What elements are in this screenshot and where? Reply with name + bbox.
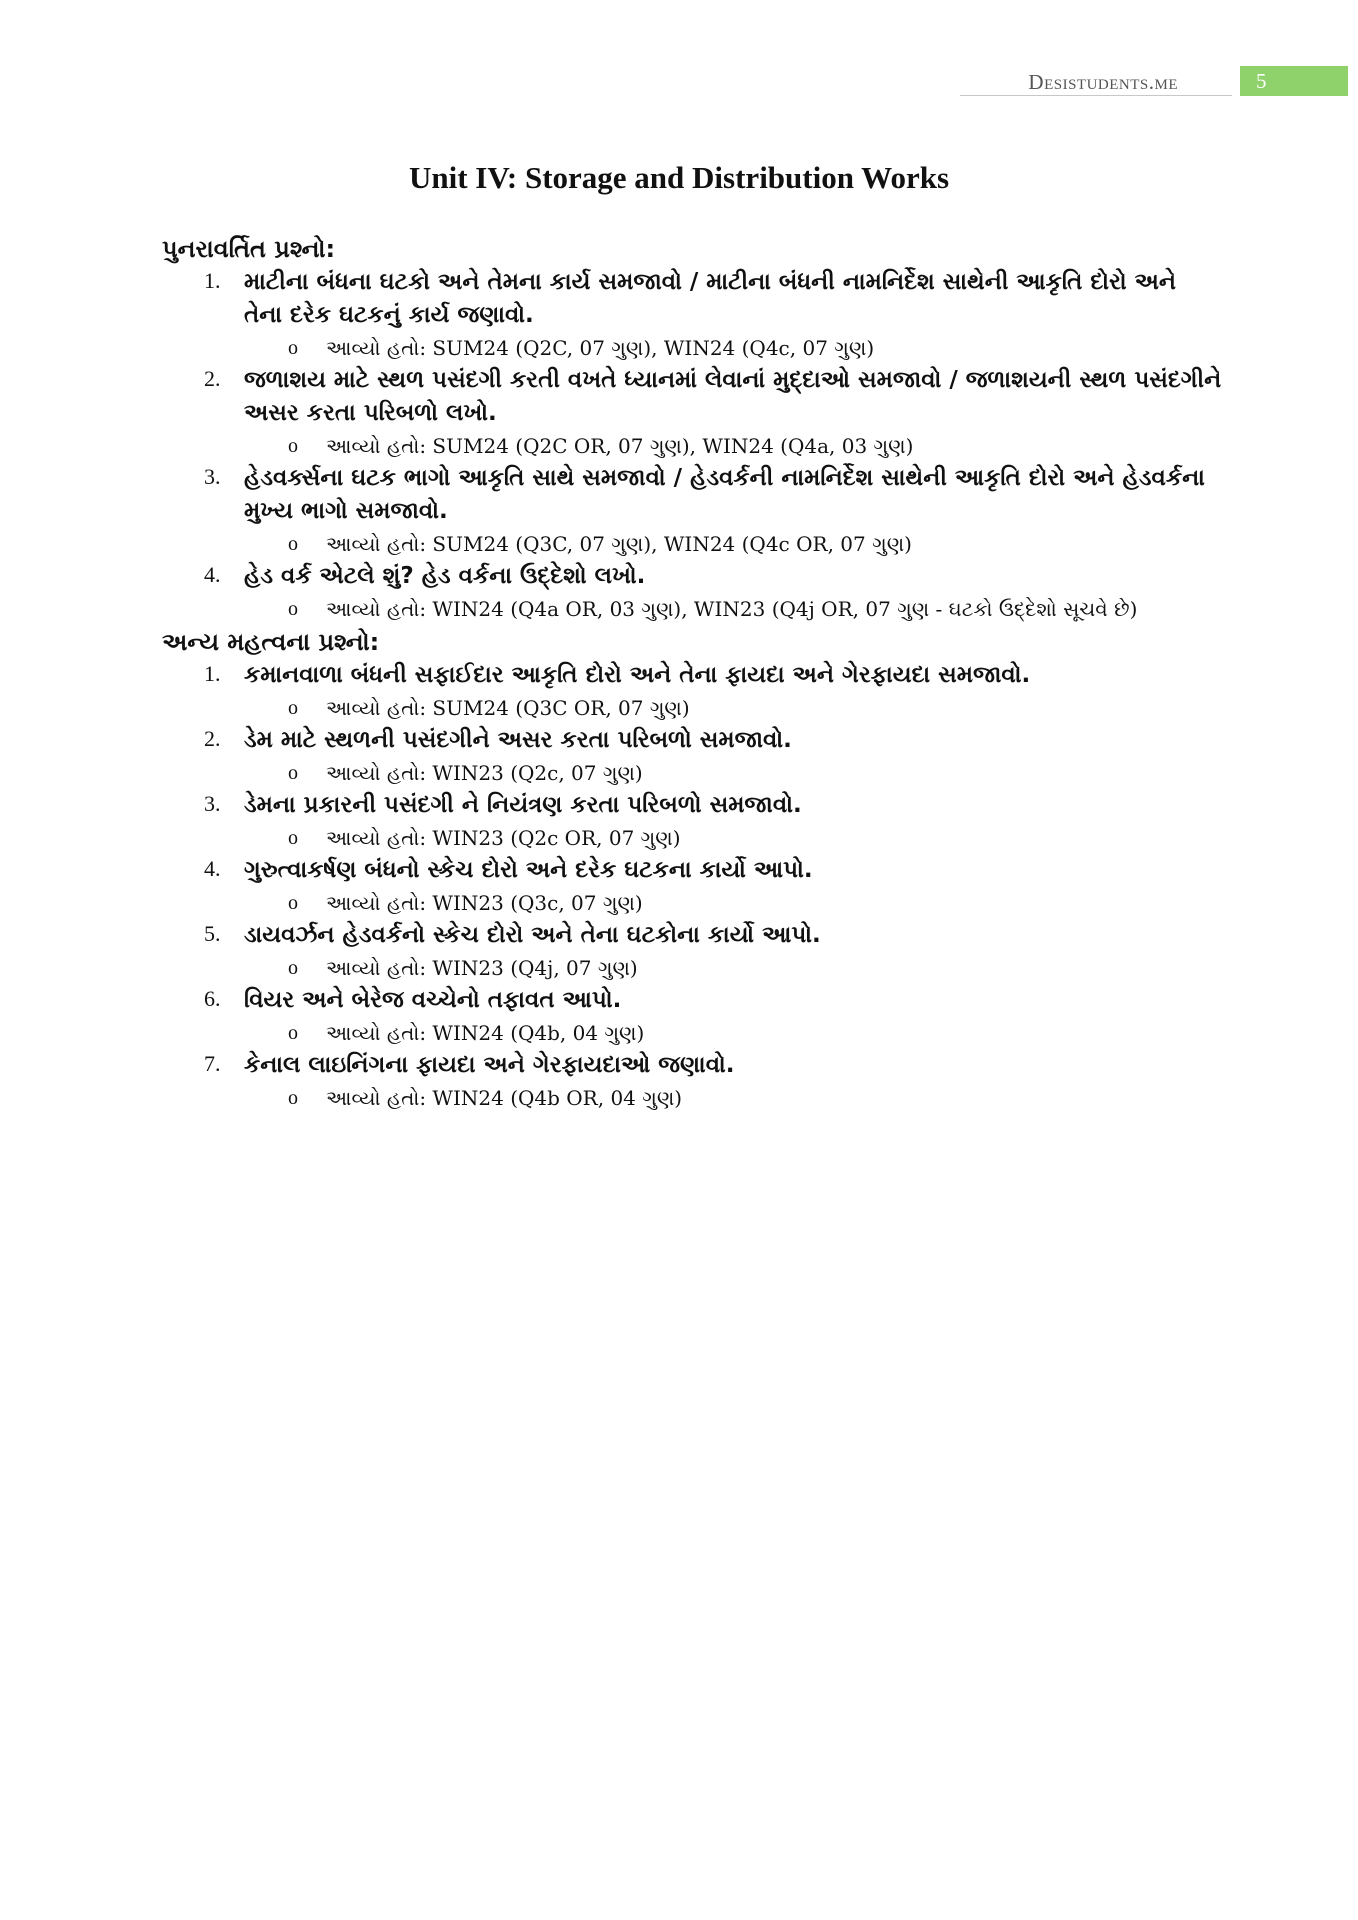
asked-in bbox=[244, 887, 1222, 919]
question-number: 3. bbox=[204, 791, 221, 816]
question-text: ડાયવર્ઝન હેડવર્કનો સ્કેચ દોરો અને તેના ઘટકોના કાર્યો આપો. bbox=[244, 922, 821, 948]
asked-in bbox=[244, 952, 1222, 984]
asked-text: આવ્યો હતો: WIN23 (Q4j, 07 ગુણ) bbox=[326, 956, 638, 980]
question-text: માટીના બંધના ઘટકો અને તેમના કાર્ય સમજાવો / માટીના બંધની નામનિર્દેશ સાથેની આકૃતિ દોરો અને તેના દરેક ઘટકનું કાર્ય જણાવો. bbox=[244, 269, 1177, 328]
page-header bbox=[960, 66, 1348, 96]
question-text: હેડ વર્ક એટલે શું? હેડ વર્કના ઉદ્દેશો લખો. bbox=[244, 563, 646, 589]
question-text: ડેમ માટે સ્થળની પસંદગીને અસર કરતા પરિબળો સમજાવો. bbox=[244, 727, 792, 753]
bullet-icon: o bbox=[288, 1022, 298, 1044]
list-item bbox=[162, 462, 1222, 560]
question-text: ડેમના પ્રકારની પસંદગી ને નિયંત્રણ કરતા પરિબળો સમજાવો. bbox=[244, 792, 802, 818]
section-heading-repeated: પુનરાવર્તિત પ્રશ્નો: bbox=[162, 235, 336, 263]
question-number: 4. bbox=[204, 856, 221, 881]
question-number: 1. bbox=[204, 661, 221, 686]
question-text: કમાનવાળા બંધની સફાઈદાર આકૃતિ દોરો અને તેના ફાયદા અને ગેરફાયદા સમજાવો. bbox=[244, 662, 1031, 688]
question-number: 3. bbox=[204, 464, 221, 489]
asked-text: આવ્યો હતો: WIN23 (Q2c OR, 07 ગુણ) bbox=[326, 826, 681, 850]
asked-text: આવ્યો હતો: WIN24 (Q4b OR, 04 ગુણ) bbox=[326, 1086, 683, 1110]
site-name: Desistudents.me bbox=[1028, 70, 1178, 94]
question-text: વિયર અને બેરેજ વચ્ચેનો તફાવત આપો. bbox=[244, 987, 622, 1013]
page-number: 5 bbox=[1240, 66, 1348, 96]
bullet-icon: o bbox=[288, 957, 298, 979]
asked-in bbox=[244, 822, 1222, 854]
bullet-icon: o bbox=[288, 598, 298, 620]
bullet-icon: o bbox=[288, 1087, 298, 1109]
question-text: કેનાલ લાઇનિંગના ફાયદા અને ગેરફાયદાઓ જણાવો. bbox=[244, 1052, 735, 1078]
asked-in bbox=[244, 1017, 1222, 1049]
asked-in bbox=[244, 757, 1222, 789]
question-number: 4. bbox=[204, 562, 221, 587]
header-rule bbox=[960, 95, 1232, 96]
asked-in bbox=[244, 1082, 1222, 1114]
section-heading-other: અન્ય મહત્વના પ્રશ્નો: bbox=[162, 628, 380, 656]
asked-text: આવ્યો હતો: WIN24 (Q4a OR, 03 ગુણ), WIN23 (Q4j OR, 07 ગુણ - ઘટકો ઉદ્દેશો સૂચવે છે) bbox=[326, 597, 1138, 621]
asked-text: આવ્યો હતો: WIN23 (Q3c, 07 ગુણ) bbox=[326, 891, 643, 915]
question-text: જળાશય માટે સ્થળ પસંદગી કરતી વખતે ધ્યાનમાં લેવાનાં મુદ્દાઓ સમજાવો / જળાશયની સ્થળ પસંદગીને અસર કરતા પરિબળો લખો. bbox=[244, 367, 1222, 426]
list-item bbox=[162, 560, 1222, 625]
asked-text: આવ્યો હતો: SUM24 (Q3C, 07 ગુણ), WIN24 (Q4c OR, 07 ગુણ) bbox=[326, 532, 912, 556]
asked-in bbox=[244, 430, 1222, 462]
question-number: 5. bbox=[204, 921, 221, 946]
question-text: ગુરુત્વાકર્ષણ બંધનો સ્કેચ દોરો અને દરેક ઘટકના કાર્યો આપો. bbox=[244, 857, 813, 883]
bullet-icon: o bbox=[288, 337, 298, 359]
question-number: 2. bbox=[204, 726, 221, 751]
list-item bbox=[162, 659, 1222, 724]
asked-in bbox=[244, 593, 1222, 625]
bullet-icon: o bbox=[288, 827, 298, 849]
asked-text: આવ્યો હતો: WIN23 (Q2c, 07 ગુણ) bbox=[326, 761, 643, 785]
asked-text: આવ્યો હતો: SUM24 (Q2C, 07 ગુણ), WIN24 (Q4c, 07 ગુણ) bbox=[326, 336, 875, 360]
question-list-repeated bbox=[162, 266, 1222, 625]
asked-in bbox=[244, 332, 1222, 364]
list-item bbox=[162, 364, 1222, 462]
asked-text: આવ્યો હતો: WIN24 (Q4b, 04 ગુણ) bbox=[326, 1021, 645, 1045]
question-number: 7. bbox=[204, 1051, 221, 1076]
asked-in bbox=[244, 692, 1222, 724]
question-number: 6. bbox=[204, 986, 221, 1011]
asked-text: આવ્યો હતો: SUM24 (Q2C OR, 07 ગુણ), WIN24 (Q4a, 03 ગુણ) bbox=[326, 434, 914, 458]
document-body bbox=[162, 232, 1222, 1114]
list-item bbox=[162, 789, 1222, 854]
question-list-other bbox=[162, 659, 1222, 1114]
bullet-icon: o bbox=[288, 892, 298, 914]
bullet-icon: o bbox=[288, 762, 298, 784]
bullet-icon: o bbox=[288, 697, 298, 719]
page-title: Unit IV: Storage and Distribution Works bbox=[408, 160, 950, 195]
list-item bbox=[162, 266, 1222, 364]
list-item bbox=[162, 1049, 1222, 1114]
question-text: હેડવર્ક્સના ઘટક ભાગો આકૃતિ સાથે સમજાવો / હેડવર્કની નામનિર્દેશ સાથેની આકૃતિ દોરો અને હેડવર્કના મુખ્ય ભાગો સમજાવો. bbox=[244, 465, 1205, 524]
list-item bbox=[162, 724, 1222, 789]
list-item bbox=[162, 919, 1222, 984]
question-number: 1. bbox=[204, 268, 221, 293]
list-item bbox=[162, 854, 1222, 919]
list-item bbox=[162, 984, 1222, 1049]
asked-in bbox=[244, 528, 1222, 560]
bullet-icon: o bbox=[288, 533, 298, 555]
question-number: 2. bbox=[204, 366, 221, 391]
asked-text: આવ્યો હતો: SUM24 (Q3C OR, 07 ગુણ) bbox=[326, 696, 690, 720]
bullet-icon: o bbox=[288, 435, 298, 457]
